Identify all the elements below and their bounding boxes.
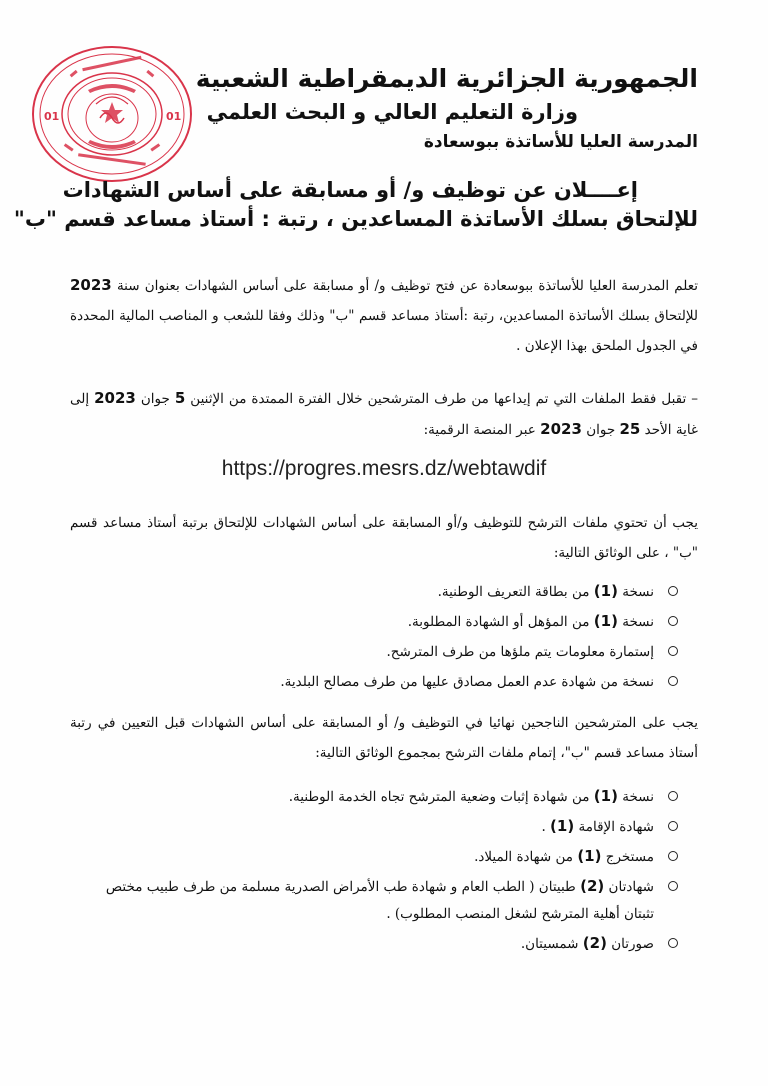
list-item (78, 783, 678, 811)
list-item-text-rest: من شهادة الميلاد. (474, 849, 574, 865)
list-item-count: (1) (577, 847, 602, 865)
seal-number-right: 01 (166, 110, 182, 123)
official-seal-stamp (30, 44, 194, 184)
intro-text-b: للإلتحاق بسلك الأساتذة المساعدين، رتبة :أستاذ مساعد قسم "ب" وذلك وفقا للشعب و المناصب المالية المحددة في الجدول الملحق بهذا الإعلان . (70, 308, 698, 354)
deadline-text-c: إلى غاية الأحد (70, 391, 698, 438)
announcement-title-line1: إعــــلان عن توظيف و/ أو مسابقة على أساس الشهادات (62, 178, 638, 202)
circle-bullet-icon (668, 851, 678, 861)
intro-year: 2023 (70, 276, 112, 294)
list-item-count: (1) (550, 817, 575, 835)
list-item (78, 930, 678, 958)
list-item (78, 638, 678, 666)
list-item-count: (1) (593, 787, 618, 805)
list-item-text-rest: من شهادة إثبات وضعية المترشح تجاه الخدمة الوطنية. (288, 789, 590, 805)
list-item (78, 668, 678, 696)
list-item-text: صورتان (611, 936, 654, 952)
list-item-text: نسخة (622, 614, 654, 630)
section2-intro: يجب على المترشحين الناجحين نهائيا في التوظيف و/ أو المسابقة على أساس الشهادات قبل التعيين في رتبة أستاذ مساعد قسم "ب"، إتمام ملفات الترشح بمجموع الوثائق التالية: (70, 715, 698, 761)
list-item-text: شهادة الإقامة (578, 819, 654, 835)
circle-bullet-icon (668, 821, 678, 831)
intro-paragraph (70, 270, 698, 361)
list-item (78, 608, 678, 636)
list-item (78, 843, 678, 871)
circle-bullet-icon (668, 791, 678, 801)
list-item-text: شهادتان (608, 879, 654, 895)
deadline-start-day: 5 (174, 389, 186, 407)
list-item-count: (2) (582, 934, 607, 952)
deadline-text-b: جوان (140, 391, 170, 407)
circle-bullet-icon (668, 616, 678, 626)
list-item (78, 813, 678, 841)
list-item-count: (1) (593, 582, 618, 600)
seal-number-left: 01 (44, 110, 60, 123)
school-name: المدرسة العليا للأساتذة ببوسعادة (423, 132, 698, 152)
section1-document-list (78, 578, 678, 698)
ministry-name: وزارة التعليم العالي و البحث العلمي (206, 100, 578, 124)
announcement-title-line2: للإلتحاق بسلك الأساتذة المساعدين ، رتبة : أستاذ مساعد قسم "ب" (13, 207, 698, 231)
section2-document-list (78, 783, 678, 960)
circle-bullet-icon (668, 938, 678, 948)
list-item-text: إستمارة معلومات يتم ملؤها من طرف المترشح. (386, 644, 654, 660)
list-item-text-rest: من المؤهل أو الشهادة المطلوبة. (407, 614, 590, 630)
circle-bullet-icon (668, 881, 678, 891)
list-item-text-rest: شمسيتان. (520, 936, 579, 952)
deadline-end-year: 2023 (540, 420, 582, 438)
list-item-text: نسخة (622, 789, 654, 805)
deadline-end-day: 25 (619, 420, 641, 438)
list-item-count: (1) (593, 612, 618, 630)
circle-bullet-icon (668, 586, 678, 596)
deadline-start-year: 2023 (94, 389, 136, 407)
list-item-text-rest: . (541, 819, 546, 835)
list-item-text: مستخرج (605, 849, 654, 865)
list-item (78, 578, 678, 606)
platform-url-link[interactable]: https://progres.mesrs.dz/webtawdif (221, 457, 547, 480)
list-item-text: نسخة من شهادة عدم العمل مصادق عليها من طرف مصالح البلدية. (280, 674, 654, 690)
deadline-text-d: جوان (586, 422, 616, 438)
intro-text-a: تعلم المدرسة العليا للأساتذة ببوسعادة عن فتح توظيف و/ أو مسابقة على أساس الشهادات بعنوان سنة (116, 278, 698, 294)
circle-bullet-icon (668, 646, 678, 656)
list-item-text-rest: طبيتان ( الطب العام و شهادة طب الأمراض الصدرية مسلمة من طرف طبيب مختص تثبتان أهلية المترشح لشغل المنصب المطلوب) . (105, 879, 654, 922)
republic-name: الجمهورية الجزائرية الديمقراطية الشعبية (195, 64, 698, 93)
deadline-paragraph (70, 383, 698, 445)
list-item-text-rest: من بطاقة التعريف الوطنية. (437, 584, 590, 600)
deadline-text-e: عبر المنصة الرقمية: (423, 422, 536, 438)
section1-intro: يجب أن تحتوي ملفات الترشح للتوظيف و/أو المسابقة على أساس الشهادات للإلتحاق برتبة أستاذ مساعد قسم "ب" ، على الوثائق التالية: (70, 515, 698, 561)
list-item (78, 873, 678, 928)
list-item-count: (2) (580, 877, 605, 895)
deadline-text-a: – تقبل فقط الملفات التي تم إيداعها من طرف المترشحين خلال الفترة الممتدة من الإثنين (190, 391, 699, 407)
list-item-text: نسخة (622, 584, 654, 600)
circle-bullet-icon (668, 676, 678, 686)
